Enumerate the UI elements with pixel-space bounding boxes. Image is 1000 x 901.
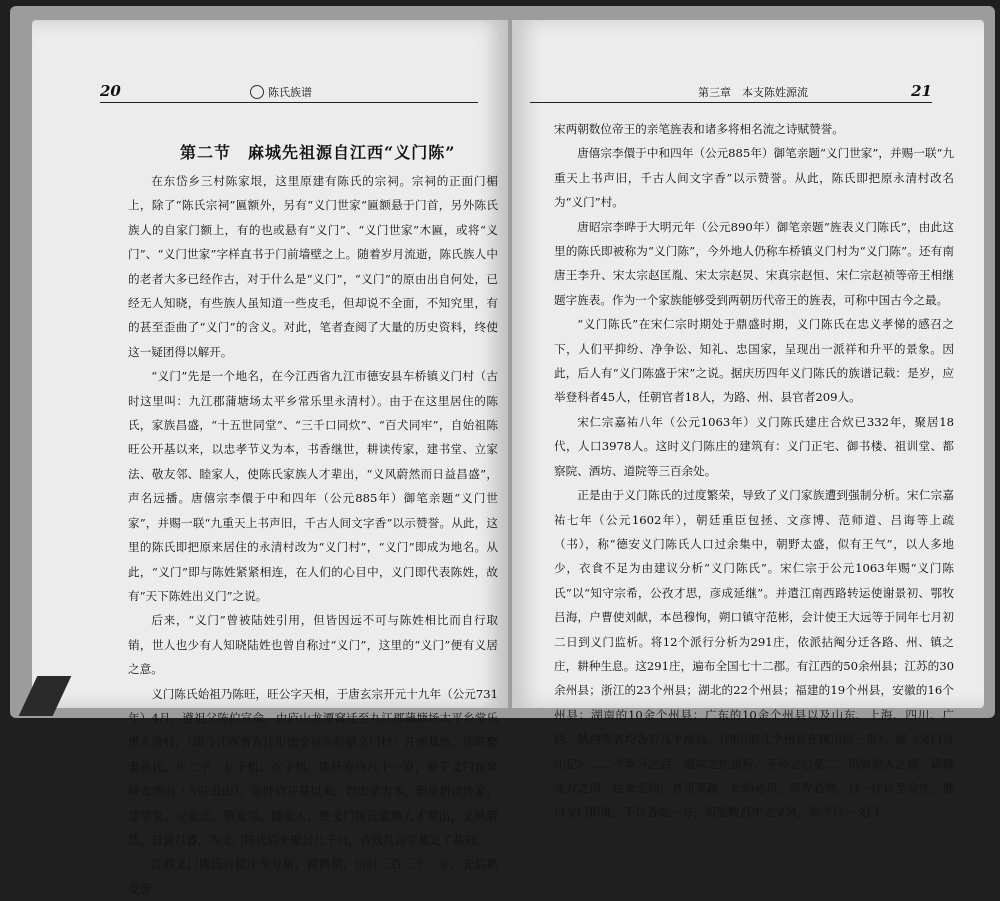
paragraph: “义门陈氏”在宋仁宗时期处于鼎盛时期，义门陈氏在忠义孝悌的感召之下，人们平抑纷、净争讼、知礼、忠国家，呈现出一派祥和升平的景象。因此，后人有“义门陈盛于宋”之说。据庆历四年义门陈氏的族谱记载：是岁，应举登科者45人，任朝官者18人，为路、州、县官者209人。 bbox=[554, 317, 954, 405]
paragraph: 义门陈氏始祖乃陈旺，旺公字天相，于唐玄宗开元十九年（公元731年）4月，遵祖父陈伯宣命，由庐山龙潭窝迁至九江郡蒲塘场太平乡常乐里永清村，（即今江西省九江市德安县车桥镇义门村）开创基地。陈旺娶妻孙氏，生二子，长子机、次子棋。陈旺寿终八十一岁，葬于义门东皋岭龙池山（今旺公山）。陈旺自开基以来，以忠孝为本，勤俭耕读传家，建学堂、立家法、敬友邻、睦家人，使义门陈氏家族人才辈出，义风蔚然，日益昌盛，为义门陈氏后来聚居几千口，合炊几百年奠定了基础。 bbox=[128, 686, 498, 847]
paragraph: 唐昭宗李晔于大明元年（公元890年）御笔亲题“旌表义门陈氏”，由此这里的陈氏即被称为“义门陈”，今外地人仍称车桥镇义门村为“义门陈”。还有南唐王李升、宋太宗赵匡胤、宋太宗赵炅、宋真宗赵恒、宋仁宗赵祯等帝王相继题字旌表。作为一个家族能够受到两朝历代帝王的旌表，可称中国古今之最。 bbox=[554, 219, 954, 307]
page-number: 20 bbox=[100, 82, 121, 100]
right-body-text bbox=[554, 117, 954, 825]
paragraph: 正是由于义门陈氏的过度繁荣，导致了义门家族遭到强制分析。宋仁宗嘉祐七年（公元1602年），朝廷重臣包拯、文彦博、范师道、吕诲等上疏（书），称“德安义门陈氏人口过余集中，朝野太盛，似有王气”，以人多地少，衣食不足为由建议分析“义门陈氏”。宋仁宗于公元1063年赐“义门陈氏”以“知守宗希，公孜才思，彦成延继”。并遣江南西路转运使谢景初、鄂牧吕海，户曹使刘献，本邑穆恂，朔口镇守范彬，会计使王大远等于同年七月初二日到义门监析。将12个派行分析为291庄，依派拈阄分迁各路、州、镇之庄，耕种生息。这291庄，遍布全国七十二郡。有江西的50余州县；江苏的30余州县；浙江的23个州县；湖北的22个州县；福建的19个州县，安徽的16个州县；湖南的10余个州县；广东的10余个州县以及山东、上海、四川、广西、陕西等省均各有几个州县。（四川的几个州县在现川西一带）。据《义门分庄记》……今奉分之后，祖宗之庄虽析，子孙之心莫二，仍效前人之规，确察义方之训，往来无间，音讯莫疏，长幼必讯，尊卑必辨。自一庄以至众庄，惟以义门相继，不以各处一方，而坠数百年之义风，则今日一义门， bbox=[554, 488, 954, 820]
left-page-header bbox=[100, 80, 478, 103]
running-title-text: 陈氏族谱 bbox=[268, 86, 312, 99]
left-body-text bbox=[128, 169, 498, 901]
paragraph: “义门”先是一个地名，在今江西省九江市德安县车桥镇义门村（古时这里叫：九江郡蒲塘场太平乡常乐里永清村）。由于在这里居住的陈氏，家族昌盛，“十五世同堂”、“三千口同炊”、“百犬同牢”，自始祖陈旺公开基以来，以忠孝节义为本，书香继世，耕读传家，建书堂、立家法、敬友邻、睦家人，使陈氏家族人才辈出，“义风蔚然而日益昌盛”，声名远播。唐僖宗李儇于中和四年（公元885年）御笔亲题“义门世家”，并赐一联“九重天上书声旧，千古人间文字香”以示赞誉。从此，这里的陈氏即把原来居住的永清村改为“义门村”，“义门”即成为地名。从此，“义门”即与陈姓紧紧相连，在人们的心目中，义门即代表陈姓，故有“天下陈姓出义门”之说。 bbox=[128, 369, 498, 603]
paragraph-continuation: 宋两朝数位帝王的亲笔旌表和诸多将相名流之诗赋赞誉。 bbox=[554, 122, 844, 136]
paragraph: 江西义门陈氏自建庄至分析，跨两朝，历时三百三十二年，先后累受唐 bbox=[128, 857, 498, 896]
running-title-text: 第三章 本支陈姓源流 bbox=[698, 86, 808, 99]
right-page bbox=[512, 20, 984, 820]
paragraph: 后来，“义门”曾被陆姓引用，但皆因远不可与陈姓相比而自行取销，世人也少有人知晓陆姓也曾自称过“义门”，这里的“义门”便有义居之意。 bbox=[128, 613, 498, 677]
paragraph: 在东岱乡三村陈家垠，这里原建有陈氏的宗祠。宗祠的正面门楣上，除了“陈氏宗祠”匾额外，另有“义门世家”匾额悬于门首，另外陈氏族人的自家门额上，有的也或悬有“义门”、“义门世家”木匾，或将“义门”、“义门世家”字样直书于门前墙壁之上。随着岁月流逝，陈氏族人中的老者大多已经作古，对于什么是“义门”，“义门”的原由出自何处，已经无人知晓，有些族人虽知道一些皮毛，但却说不全面，不知究里，有的甚至歪曲了“义门”的含义。对此，笔者查阅了大量的历史资料，终使这一疑团得以解开。 bbox=[128, 174, 498, 359]
right-page-header bbox=[530, 80, 932, 103]
page-number: 21 bbox=[911, 82, 932, 100]
section-title: 第二节 麻城先祖源自江西“义门陈” bbox=[180, 143, 456, 162]
clan-seal-icon bbox=[250, 85, 264, 99]
paragraph: 唐僖宗李儇于中和四年（公元885年）御笔亲题“义门世家”，并赐一联“九重天上书声旧，千古人间文字香”以示赞誉。从此，陈氏即把原永清村改名为“义门”村。 bbox=[554, 146, 954, 210]
book-spread bbox=[10, 6, 995, 896]
paragraph: 宋仁宗嘉祐八年（公元1063年）义门陈氏建庄合炊已332年，聚居18代，人口3978人。这时义门陈庄的建筑有：义门正宅、御书楼、祖训堂、都察院、酒坊、道院等三百余处。 bbox=[554, 414, 954, 478]
running-title bbox=[250, 84, 312, 100]
left-page bbox=[32, 20, 508, 896]
